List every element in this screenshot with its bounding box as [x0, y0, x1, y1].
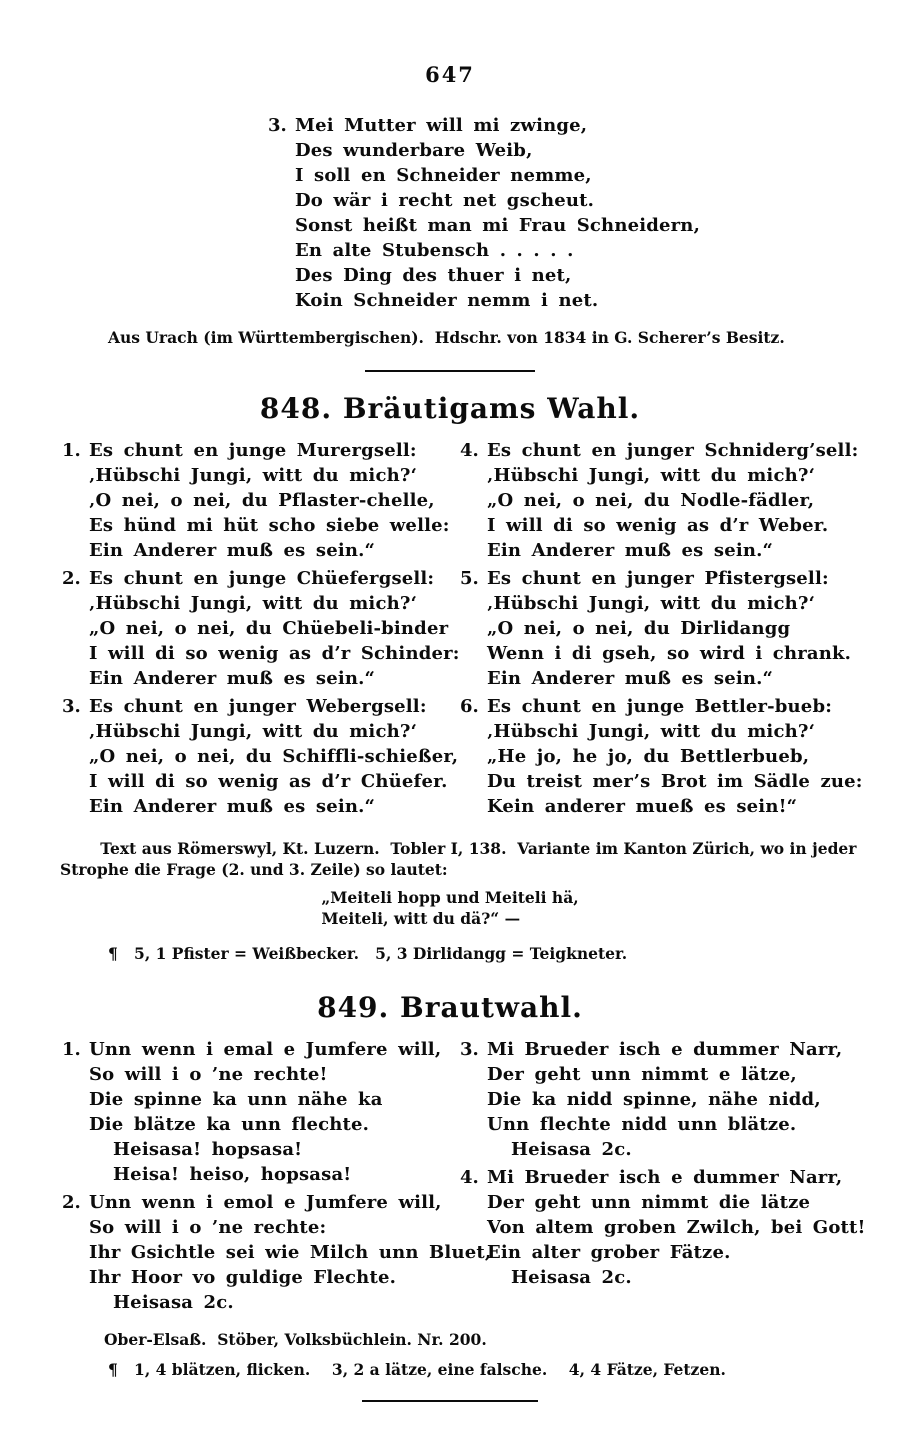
- gloss-note-849: ¶ 1, 4 blätzen, flicken. 3, 2 a lätze, eine falsche. 4, 4 Fätze, Fetzen.: [108, 1360, 726, 1379]
- verse-line: Do wär i recht net gscheut.: [295, 190, 595, 211]
- verse-line: „O nei, o nei, du Dirlidangg: [487, 618, 791, 639]
- verse-line: Du treist mer’s Brot im Sädle zue:: [487, 771, 863, 792]
- verse-line: Heisasa 2c.: [511, 1139, 632, 1160]
- stanza: [460, 694, 872, 819]
- verse-line: „O nei, o nei, du Schiffli-schießer,: [89, 746, 459, 767]
- verse-line: Es chunt en junge Bettler-bueb:: [487, 696, 833, 717]
- verse-line: Koin Schneider nemm i net.: [295, 290, 599, 311]
- verse-columns-848: [0, 438, 900, 822]
- verse-line: Ein Anderer muß es sein.“: [487, 668, 774, 689]
- verse-line: Mi Brueder isch e dummer Narr,: [487, 1039, 843, 1060]
- verse-columns-849: [0, 1037, 900, 1318]
- verse-line: En alte Stubensch . . . . .: [295, 240, 574, 261]
- column-left: [62, 1037, 492, 1318]
- stanza-lines: [89, 694, 458, 819]
- stanza-number: 4.: [460, 440, 479, 461]
- gloss-note-848: ¶ 5, 1 Pfister = Weißbecker. 5, 3 Dirlidangg = Teigkneter.: [108, 944, 628, 963]
- stanza-number: 5.: [460, 568, 479, 589]
- song-title-848: 848. Bräutigams Wahl.: [259, 392, 641, 425]
- verse-line: Die spinne ka unn nähe ka: [89, 1089, 383, 1110]
- stanza-lines: [89, 1037, 441, 1187]
- verse-line: ‚Hübschi Jungi, witt du mich?‘: [89, 465, 418, 486]
- verse-line: Von altem groben Zwilch, bei Gott!: [487, 1217, 866, 1238]
- quote-line: „Meiteli hopp und Meiteli hä,: [321, 888, 579, 907]
- stanza-number: 2.: [62, 568, 81, 589]
- verse-line: Heisasa! hopsasa!: [113, 1139, 303, 1160]
- stanza: [460, 1165, 872, 1290]
- stanza-number: 1.: [62, 1039, 81, 1060]
- verse-line: Heisasa 2c.: [511, 1267, 632, 1288]
- song-title-849: 849. Brautwahl.: [317, 991, 583, 1024]
- verse-line: Unn wenn i emal e Jumfere will,: [89, 1039, 442, 1060]
- verse-line: Ein Anderer muß es sein.“: [89, 796, 376, 817]
- verse-line: Heisasa 2c.: [113, 1292, 234, 1313]
- verse-line: Es chunt en junge Chüefergsell:: [89, 568, 435, 589]
- verse-line: So will i o ’ne rechte!: [89, 1064, 328, 1085]
- stanza-lines: [487, 694, 863, 819]
- column-left: [62, 438, 460, 822]
- verse-line: Ein Anderer muß es sein.“: [89, 540, 376, 561]
- previous-song-end: [0, 113, 900, 348]
- stanza-number: 3.: [62, 696, 81, 717]
- verse-line: I soll en Schneider nemme,: [295, 165, 592, 186]
- verse-line: ‚O nei, o nei, du Pflaster-chelle,: [89, 490, 435, 511]
- verse-line: I will di so wenig as d’r Chüefer.: [89, 771, 448, 792]
- verse-line: Wenn i di gseh, so wird i chrank.: [487, 643, 852, 664]
- verse-line: Die ka nidd spinne, nähe nidd,: [487, 1089, 821, 1110]
- verse-line: Es hünd mi hüt scho siebe welle:: [89, 515, 450, 536]
- page-number: 647: [425, 62, 475, 87]
- stanza-list: [268, 113, 900, 313]
- stanza: [62, 438, 460, 563]
- stanza-number: 1.: [62, 440, 81, 461]
- stanza-number: 6.: [460, 696, 479, 717]
- stanza-lines: [487, 1165, 866, 1290]
- stanza: [62, 694, 460, 819]
- stanza: [62, 566, 460, 691]
- verse-line: Der geht unn nimmt e lätze,: [487, 1064, 797, 1085]
- verse-line: „He jo, he jo, du Bettlerbueb,: [487, 746, 810, 767]
- stanza-lines: [487, 438, 858, 563]
- stanza-lines: [89, 566, 460, 691]
- bottom-divider: [362, 1400, 538, 1402]
- verse-line: Ihr Hoor vo guldige Flechte.: [89, 1267, 397, 1288]
- column-right: [460, 1037, 872, 1318]
- verse-line: Ein Anderer muß es sein.“: [487, 540, 774, 561]
- verse-line: I will di so wenig as d’r Schinder:: [89, 643, 460, 664]
- verse-line: Unn wenn i emol e Jumfere will,: [89, 1192, 442, 1213]
- verse-line: Es chunt en junger Schniderg’sell:: [487, 440, 859, 461]
- verse-line: So will i o ’ne rechte:: [89, 1217, 327, 1238]
- section-divider: [365, 370, 535, 372]
- verse-line: Des Ding des thuer i net,: [295, 265, 572, 286]
- verse-line: Kein anderer mueß es sein!“: [487, 796, 798, 817]
- stanza-number: 3.: [268, 115, 287, 136]
- verse-line: Ihr Gsichtle sei wie Milch unn Bluet,: [89, 1242, 492, 1263]
- stanza-lines: [89, 1190, 492, 1315]
- stanza-lines: [487, 566, 851, 691]
- source-note: Aus Urach (im Württembergischen). Hdschr. von 1834 in G. Scherer’s Besitz.: [108, 328, 785, 347]
- source-note: Ober-Elsaß. Stöber, Volksbüchlein. Nr. 200.: [104, 1330, 487, 1349]
- song-848: [0, 392, 900, 964]
- stanza: [460, 1037, 872, 1162]
- verse-line: Mei Mutter will mi zwinge,: [295, 115, 588, 136]
- verse-line: I will di so wenig as d’r Weber.: [487, 515, 829, 536]
- stanza: [62, 1190, 492, 1315]
- verse-line: ‚Hübschi Jungi, witt du mich?‘: [89, 593, 418, 614]
- stanza: [62, 1037, 460, 1187]
- verse-line: Des wunderbare Weib,: [295, 140, 533, 161]
- verse-line: Heisa! heiso, hopsasa!: [113, 1164, 352, 1185]
- stanza-lines: [295, 113, 700, 313]
- quote-couplet: [321, 887, 578, 929]
- verse-line: Es chunt en junger Webergsell:: [89, 696, 427, 717]
- stanza-lines: [89, 438, 450, 563]
- verse-line: Ein Anderer muß es sein.“: [89, 668, 376, 689]
- stanza-lines: [487, 1037, 842, 1162]
- verse-line: Unn flechte nidd unn blätze.: [487, 1114, 797, 1135]
- verse-line: Es chunt en junger Pfistergsell:: [487, 568, 829, 589]
- stanza: [268, 113, 900, 313]
- verse-line: ‚Hübschi Jungi, witt du mich?‘: [487, 593, 816, 614]
- column-right: [460, 438, 872, 822]
- quote-line: Meiteli, witt du dä?“ —: [321, 909, 521, 928]
- stanza: [460, 566, 872, 691]
- verse-line: Sonst heißt man mi Frau Schneidern,: [295, 215, 701, 236]
- verse-line: Die blätze ka unn flechte.: [89, 1114, 370, 1135]
- verse-line: ‚Hübschi Jungi, witt du mich?‘: [89, 721, 418, 742]
- stanza-number: 4.: [460, 1167, 479, 1188]
- song-849: [0, 991, 900, 1380]
- verse-line: „O nei, o nei, du Nodle-fädler,: [487, 490, 815, 511]
- verse-line: Ein alter grober Fätze.: [487, 1242, 731, 1263]
- verse-line: ‚Hübschi Jungi, witt du mich?‘: [487, 721, 816, 742]
- editorial-note: Text aus Römerswyl, Kt. Luzern. Tobler I, 138. Variante im Kanton Zürich, wo in jeder Strophe die Frage (2. und 3. Zeile) so lautet:: [60, 839, 862, 879]
- verse-line: Mi Brueder isch e dummer Narr,: [487, 1167, 843, 1188]
- stanza-number: 2.: [62, 1192, 81, 1213]
- verse-line: ‚Hübschi Jungi, witt du mich?‘: [487, 465, 816, 486]
- stanza-number: 3.: [460, 1039, 479, 1060]
- verse-line: Es chunt en junge Murergsell:: [89, 440, 417, 461]
- verse-line: Der geht unn nimmt die lätze: [487, 1192, 811, 1213]
- verse-line: „O nei, o nei, du Chüebeli-binder: [89, 618, 449, 639]
- stanza: [460, 438, 872, 563]
